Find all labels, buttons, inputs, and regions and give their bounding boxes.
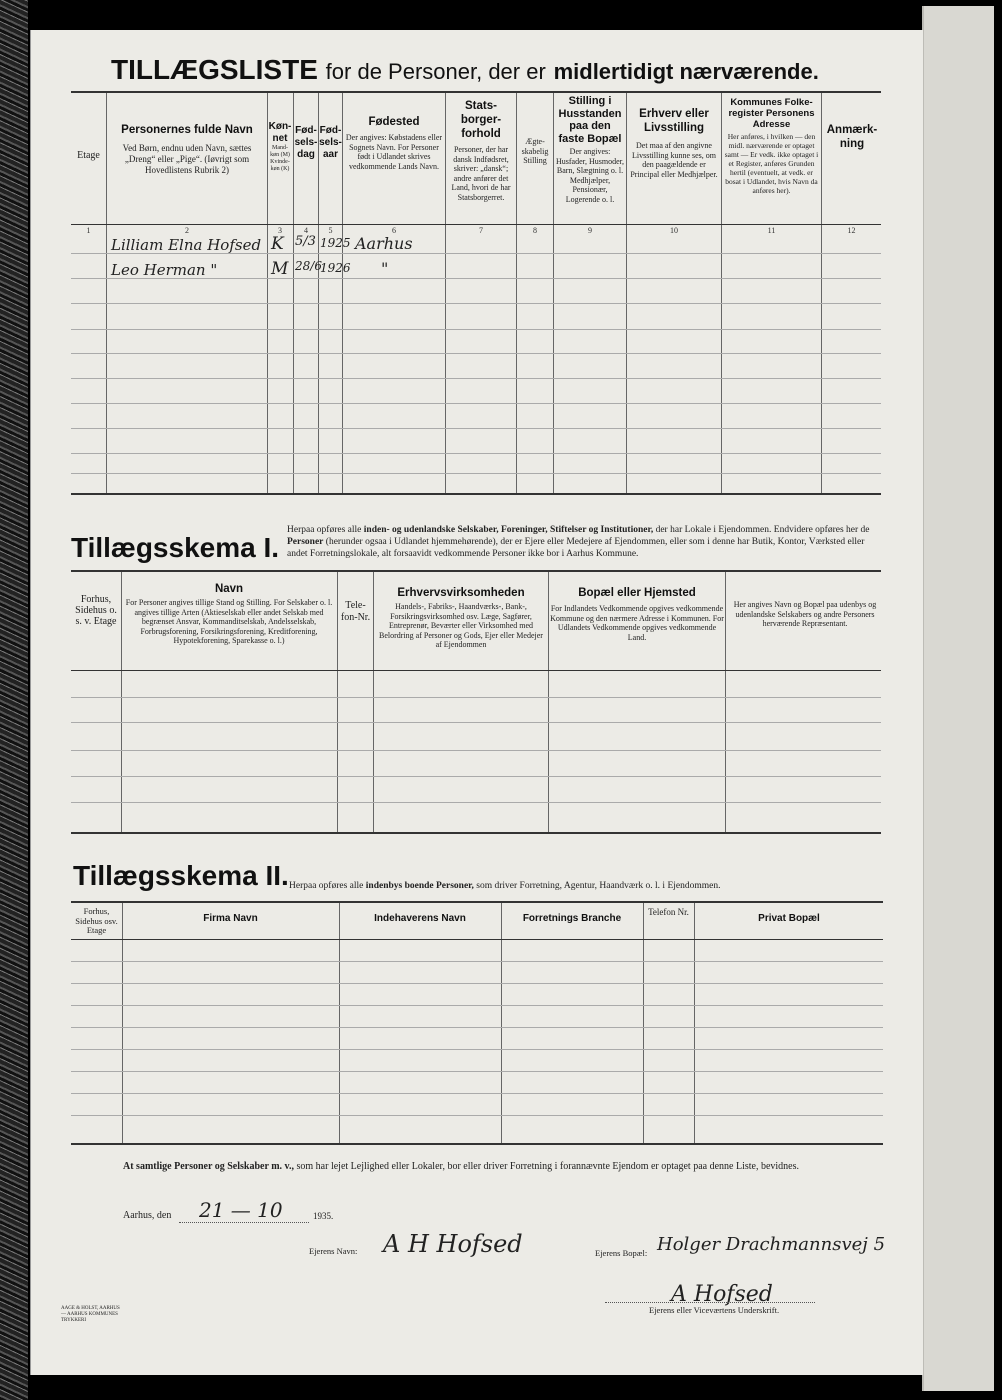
skema2-title: Tillægsskema II. [73, 860, 289, 891]
col-remarks-header [823, 123, 881, 151]
s1-col-etage-label: Forhus, Sidehus o. s. v. Etage [75, 594, 117, 627]
signature-handwritten: A Hofsed [671, 1282, 773, 1307]
col-birthplace-title: Fødested [368, 116, 420, 128]
person-birthyear: 1926 [320, 261, 351, 275]
col-household-header [555, 95, 625, 204]
person-birthday: 28/6 [295, 259, 322, 273]
s2-col-phone-label: Telefon Nr. [648, 907, 689, 917]
title-bold: TILLÆGSLISTE [111, 54, 318, 85]
s1-col-name-title: Navn [214, 583, 244, 595]
s1-col-residence [550, 586, 724, 642]
s2-col-private-label: Privat Bopæl [758, 913, 820, 924]
col-occupation-title: Erhverv eller Livsstilling [639, 108, 709, 134]
year-label: 1935. [313, 1211, 334, 1221]
main-title [111, 54, 819, 86]
skema1-intro-mid: der har Lokale i Ejendommen. Endvidere opføres her de [655, 525, 870, 535]
declaration [123, 1160, 883, 1174]
col-sex-title: Køn-net [268, 121, 292, 144]
skema1-title: Tillægsskema I. [71, 532, 280, 563]
skema1-intro-rest: (herunder ogsaa i Udlandet hjemmehørende), der er Ejere eller Medejere af Ejendommen, eller som i denne har Butik, Kontor, Værksted eller andet Forretningslokale, alt forsaavidt vedkommende Personer ikke bor i Aarhus Kommune. [287, 537, 865, 559]
skema1-intro [287, 524, 887, 560]
col-num: 12 [847, 226, 856, 235]
printer-imprint: AAGE & HOLST, AARHUS — AARHUS KOMMUNES TRYKKERI [61, 1306, 120, 1323]
person-name: Leo Herman " [111, 261, 218, 279]
skema1-intro-bold1: inden- og udenlandske Selskaber, Foreninger, Stiftelser og Institutioner, [363, 525, 654, 535]
col-etage-label: Etage [77, 151, 100, 161]
col-citizenship-sub: Personer, der har dansk Indfødsret, skriver: „dansk“; andre anfører det Land, hvori de har Statsborgerret. [451, 145, 511, 202]
s1-col-business-title: Erhvervsvirksomheden [397, 587, 525, 599]
col-num: 3 [278, 226, 282, 235]
s2-col-phone [644, 907, 693, 918]
col-birthday-header [294, 125, 318, 161]
signature-line [605, 1302, 815, 1303]
s2-col-owner [340, 913, 500, 925]
skema2-intro [289, 880, 889, 892]
person-birthday: 5/3 [295, 234, 316, 249]
signature-label: Ejerens eller Viceværtens Underskrift. [649, 1305, 780, 1315]
col-name-title: Personernes fulde Navn [121, 124, 253, 136]
col-household-sub: Der angives: Husfader, Husmoder, Barn, Slægtning o. l. Medhjælper, Pensionær, Logerende o. l. [555, 147, 624, 204]
person-sex: M [271, 259, 289, 279]
s2-col-etage [71, 907, 122, 936]
s1-col-residence-title: Bopæl eller Hjemsted [578, 587, 696, 599]
city-label: Aarhus, den [123, 1210, 172, 1221]
col-num: 5 [328, 226, 333, 235]
s1-col-representative-label: Her angives Navn og Bopæl paa udenbys og udenlandske Selskabers og andre Personers herværende Repræsentant. [733, 600, 877, 628]
declaration-bold: At samtlige Personer og Selskaber m. v., [123, 1161, 295, 1172]
s1-col-name [123, 582, 335, 646]
col-citizenship-header [447, 99, 515, 202]
skema2-intro-rest: som driver Forretning, Agentur, Haandværk o. l. i Ejendommen. [476, 881, 721, 891]
col-marital-header [517, 137, 553, 166]
s1-col-phone [339, 600, 372, 624]
date-line [179, 1222, 309, 1223]
s2-col-firm [123, 913, 338, 925]
s1-col-representative [731, 600, 879, 629]
s2-col-owner-label: Indehaverens Navn [374, 913, 466, 924]
title-rest: for de Personer, der er [325, 59, 546, 84]
form-page [30, 30, 923, 1375]
col-num: 4 [304, 226, 308, 235]
owner-name-handwritten: A H Hofsed [383, 1230, 523, 1258]
s1-col-etage [71, 594, 121, 627]
col-num: 7 [479, 226, 483, 235]
s2-col-etage-label: Forhus, Sidehus osv. Etage [75, 907, 118, 935]
col-register-sub: Her anføres, i hvilken — den midl. nærværende er optaget samt — Er vedk. ikke optaget i et Register, anføres Grunden hertil (eventuelt, at vedk. er bosat i Udlandet, hvis Navn da anføres her). [724, 132, 819, 195]
col-remarks-title: Anmærk-ning [826, 124, 878, 150]
person-birthplace: Aarhus [355, 234, 413, 253]
skema1-table [71, 570, 881, 834]
col-occupation-header [628, 107, 720, 179]
skema1-intro-pre: Herpaa opføres alle [287, 525, 362, 535]
col-birthplace-header [344, 115, 444, 171]
col-citizenship-title: Stats-borger-forhold [460, 100, 502, 140]
col-birthyear-title: Fød-sels-aar [319, 125, 342, 160]
col-household-title: Stilling i Husstanden paa den faste Bopæl [558, 95, 622, 145]
s1-col-name-sub: For Personer angives tillige Stand og Stilling. For Selskaber o. l. angives tillige Arten (Aktieselskab eller andet Selskab med begrænset Ansvar, Kommanditselskab, Andelsselskab, Forbrugsforening, Forsikringsforening, Kreditforening, Hypotekforening, Sparekasse o. l.) [125, 598, 333, 645]
s2-col-branch-label: Forretnings Branche [522, 913, 622, 924]
s1-col-business [375, 586, 547, 650]
owner-name-label: Ejerens Navn: [309, 1246, 358, 1256]
col-num: 10 [670, 226, 678, 235]
skema1-intro-bold2: Personer [287, 537, 324, 547]
col-num: 9 [588, 226, 592, 235]
col-marital-label: Ægte-skabelig Stilling [521, 137, 549, 165]
col-name-header [109, 123, 265, 176]
owner-address-label: Ejerens Bopæl: [595, 1248, 648, 1258]
s2-col-private [695, 913, 883, 925]
s1-col-phone-label: Tele-fon-Nr. [340, 600, 371, 623]
person-name: Lilliam Elna Hofsed [111, 236, 262, 254]
s1-col-business-sub: Handels-, Fabriks-, Haandværks-, Bank-, Forsikringsvirksomhed osv. Læge, Sagfører, Entreprenør, Beværter eller Virksomhed med Belordring af Personer og Gods, Ejer eller Medejer af Ejendommen [379, 602, 543, 649]
col-sex-header [268, 121, 292, 173]
col-num: 1 [86, 226, 91, 235]
col-name-sub: Ved Børn, endnu uden Navn, sættes „Dreng“ eller „Pige“. (Iøvrigt som Hovedlistens Rubrik 2) [122, 143, 252, 175]
skema2-intro-pre: Herpaa opføres alle [289, 881, 364, 891]
person-birthyear: 1925 [320, 236, 351, 250]
person-sex: K [271, 234, 284, 254]
col-birthday-title: Fød-sels-dag [294, 125, 318, 160]
declaration-rest: som har lejet Lejlighed eller Lokaler, bor eller driver Forretning i forannævnte Ejendom er optaget paa denne Liste, bevidnes. [296, 1161, 799, 1172]
col-num: 2 [185, 226, 189, 235]
col-num: 8 [533, 226, 537, 235]
book-binding [0, 0, 28, 1400]
col-register-header [723, 97, 820, 195]
skema2-table [71, 901, 883, 1145]
s2-col-firm-label: Firma Navn [203, 913, 258, 924]
col-sex-sub: Mand-køn (M) Kvinde-køn (K) [270, 145, 290, 172]
s2-col-branch [502, 913, 642, 925]
col-num: 6 [392, 226, 396, 235]
s1-col-residence-sub: For Indlandets Vedkommende opgives vedkommende Kommune og den nærmere Adresse i Kommunen. For Udlandets Vedkommende opgives vedkommende Land. [550, 604, 724, 642]
col-etage-header [71, 151, 106, 161]
col-occupation-sub: Det maa af den angivne Livsstilling kunne ses, om den paagældende er Principal eller Medhjælper. [630, 141, 718, 179]
col-birthyear-header [319, 125, 342, 161]
owner-address-handwritten: Holger Drachmannsvej 5 [657, 1234, 886, 1255]
col-birthplace-sub: Der angives: Købstadens eller Sognets Navn. For Personer født i Udlandet skrives vedkommende Lands Navn. [345, 133, 443, 171]
person-birthplace: " [381, 259, 389, 278]
date-handwritten: 21 — 10 [199, 1198, 283, 1222]
page-edge [922, 6, 994, 1391]
col-register-title: Kommunes Folke-register Personens Adresse [728, 97, 815, 130]
main-table [71, 91, 881, 495]
title-bold2: midlertidigt nærværende. [553, 59, 819, 84]
skema2-intro-bold: indenbys boende Personer, [365, 881, 474, 891]
col-num: 11 [767, 226, 776, 235]
